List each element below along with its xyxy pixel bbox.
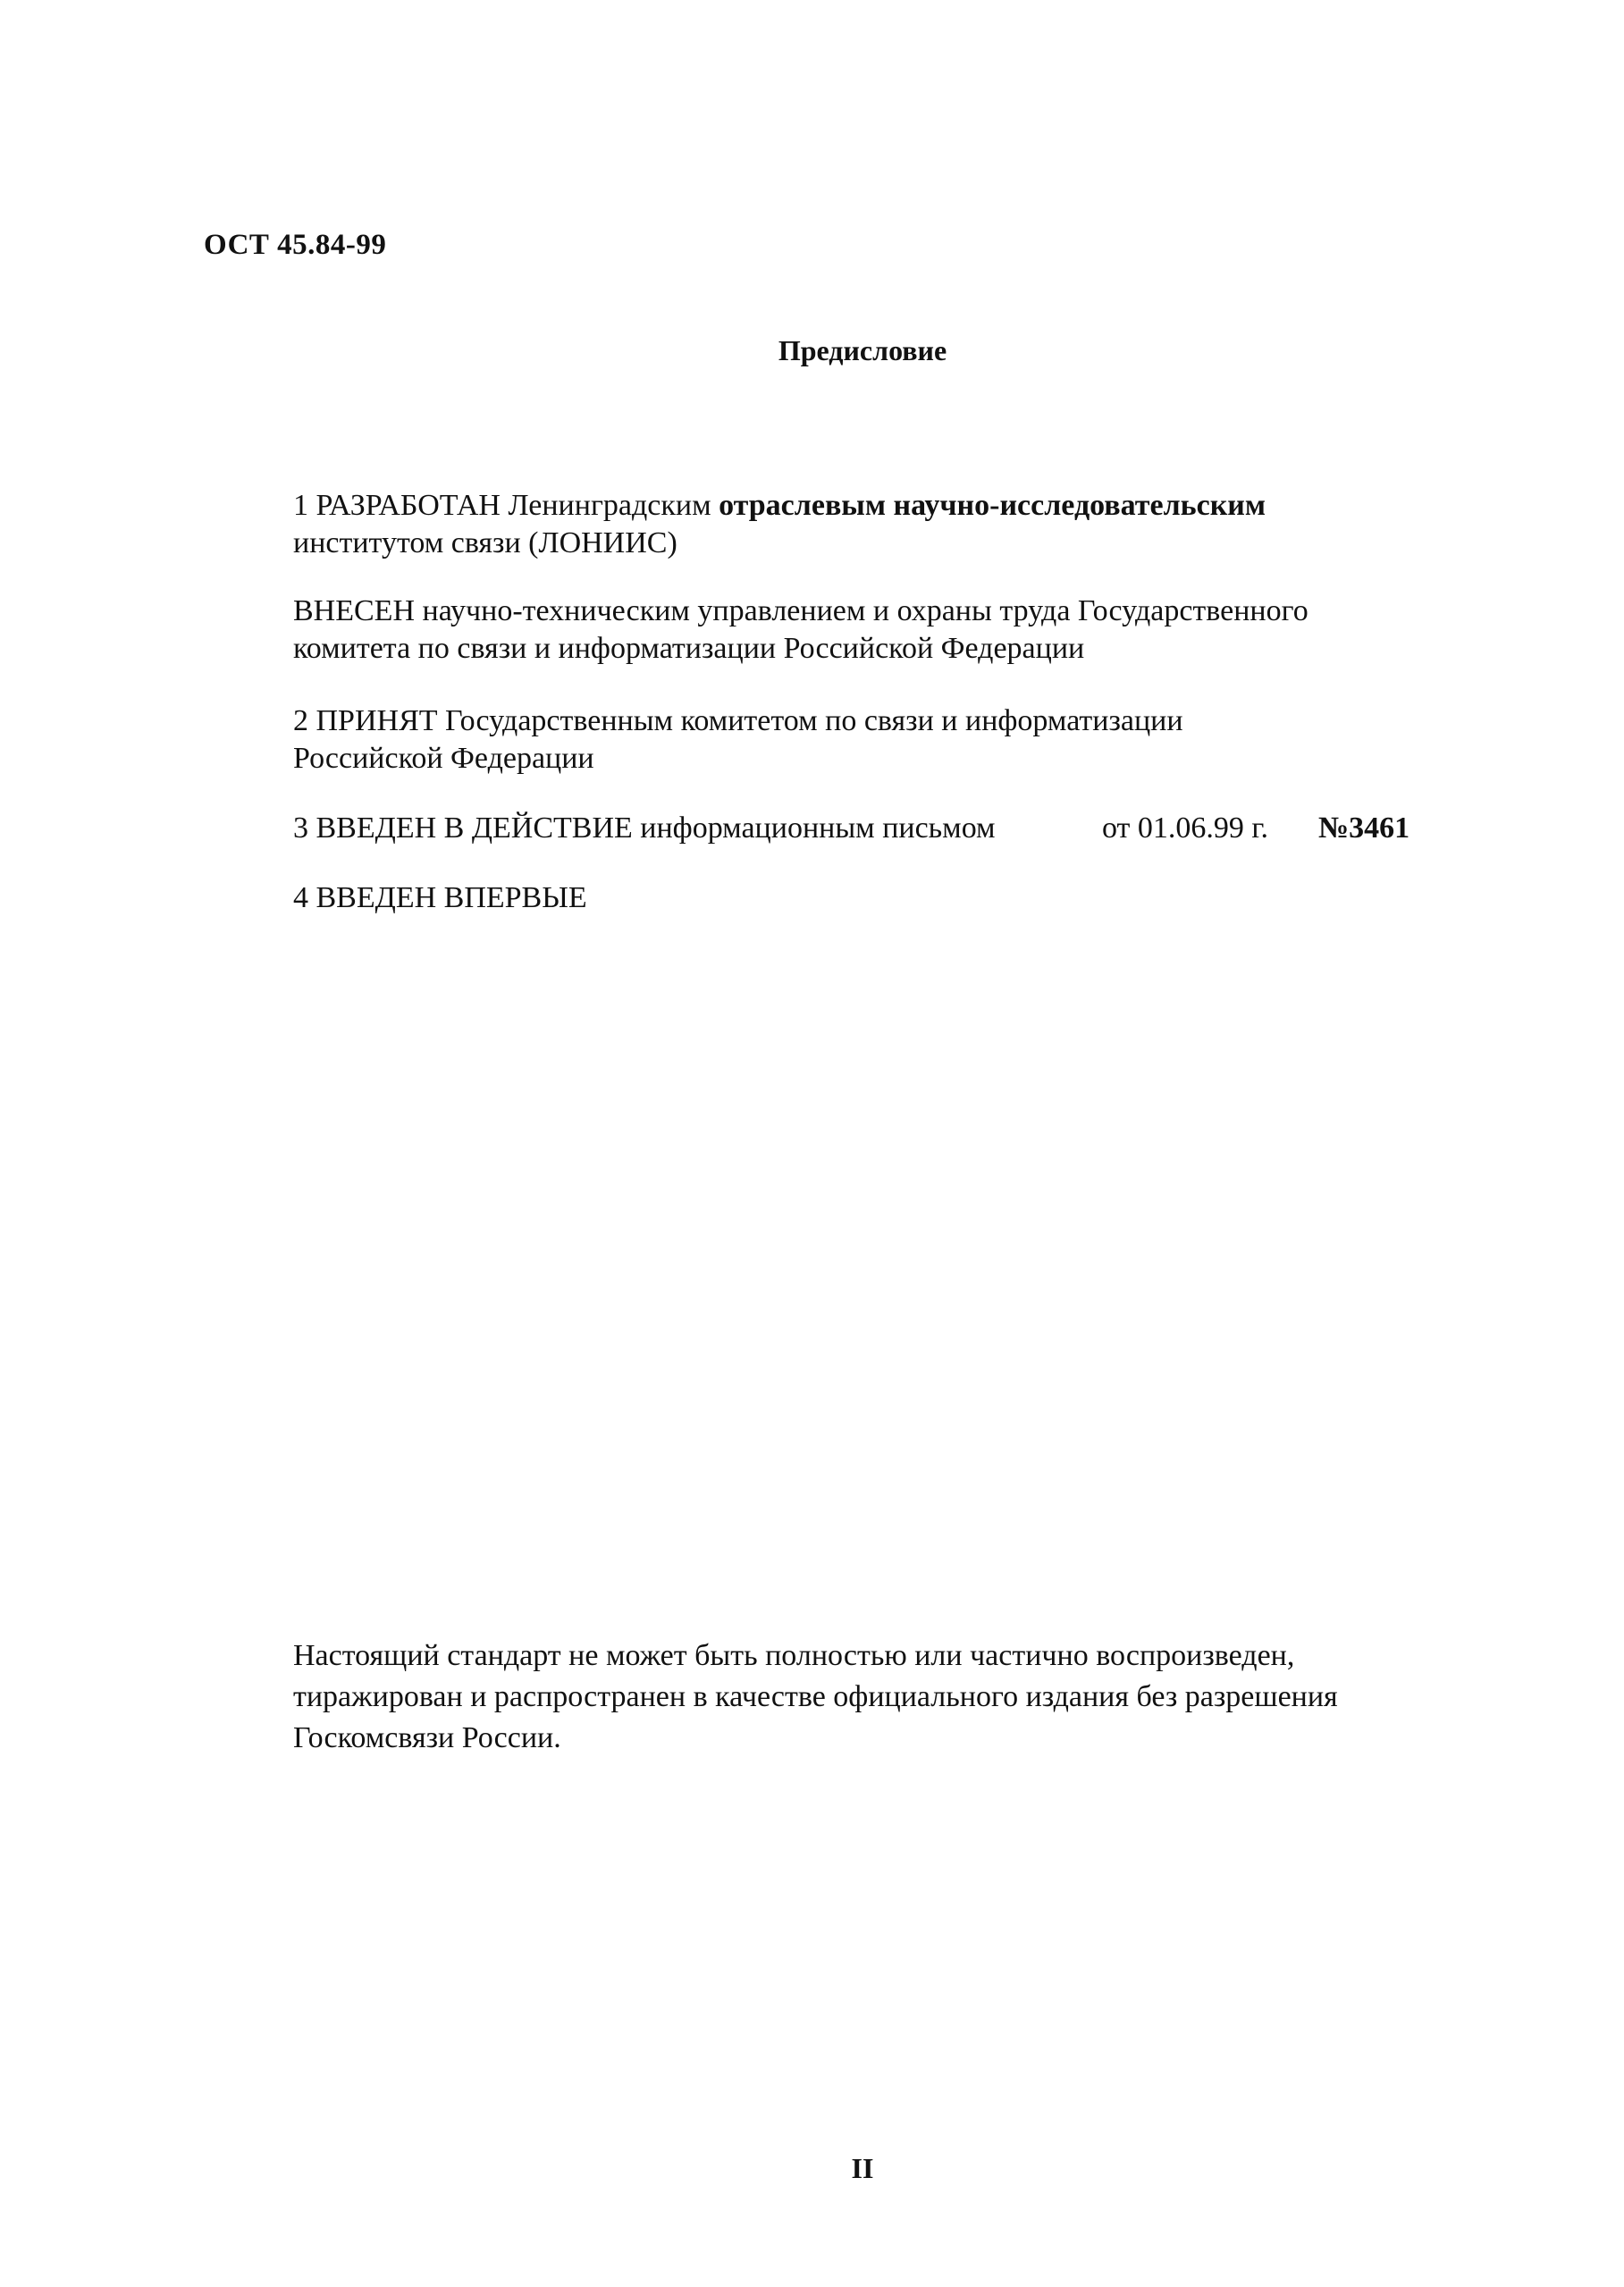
document-code: ОСТ 45.84-99 [204, 229, 387, 261]
foreword-item-adopted [293, 702, 1183, 778]
enactment-date: от 01.06.99 г. [1102, 811, 1269, 845]
item-text-bold: отраслевым научно-исследовательским [719, 489, 1266, 522]
notice-line: Настоящий стандарт не может быть полностью или частично воспроизведен, [293, 1639, 1295, 1672]
notice-line: Госкомсвязи России. [293, 1721, 561, 1754]
enactment-letter-number: №3461 [1318, 811, 1410, 845]
item-text: 1 РАЗРАБОТАН Ленинградским [293, 489, 719, 522]
foreword-item-line: ВНЕСЕН научно-техническим управлением и охраны труда Государственного [293, 594, 1308, 627]
foreword-item-line: 3 ВВЕДЕН В ДЕЙСТВИЕ информационным письмом [293, 811, 996, 845]
foreword-item-line [293, 487, 1266, 525]
foreword-item-enacted [293, 810, 996, 847]
foreword-item-line: 2 ПРИНЯТ Государственным комитетом по связи и информатизации [293, 704, 1183, 737]
foreword-item-line: 4 ВВЕДЕН ВПЕРВЫЕ [293, 881, 587, 914]
foreword-item-first-introduced [293, 879, 587, 917]
foreword-title: Предисловие [778, 334, 947, 366]
notice-line: тиражирован и распространен в качестве официального издания без разрешения [293, 1680, 1338, 1713]
foreword-item-line: Российской Федерации [293, 742, 594, 775]
foreword-item-line: институтом связи (ЛОНИИС) [293, 526, 677, 559]
foreword-item-submitted [293, 593, 1308, 668]
page-number: II [851, 2152, 874, 2184]
foreword-item-line: комитета по связи и информатизации Российской Федерации [293, 632, 1085, 665]
foreword-item-developed [293, 487, 1266, 562]
copyright-notice [293, 1635, 1338, 1759]
